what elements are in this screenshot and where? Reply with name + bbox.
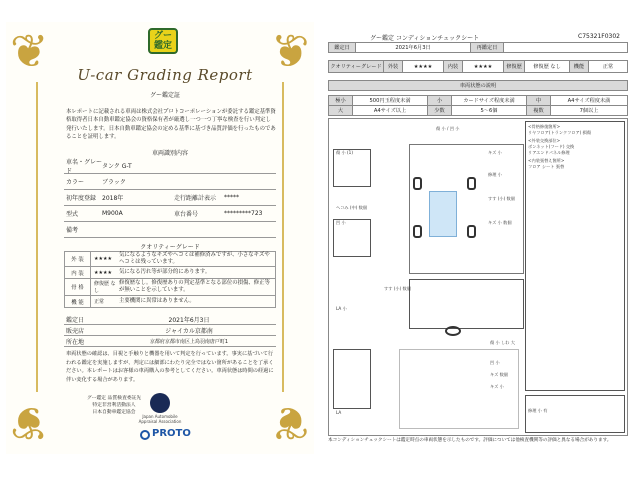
grade-desc: 主要機関に異常はありません。	[119, 298, 195, 304]
size-key: 大	[328, 105, 353, 116]
row-value: 2018年	[102, 195, 124, 202]
date-row	[64, 314, 276, 325]
size-value: 5〜6個	[451, 105, 527, 116]
exterior-value: ★★★★	[402, 60, 444, 73]
address-row	[64, 336, 276, 347]
row-value: M900A	[102, 210, 123, 217]
jaaa-label: Japan Automobile Appraisal Association	[138, 414, 182, 424]
row-value: ブラック	[102, 179, 126, 186]
row-key: 型式	[66, 211, 79, 218]
vehicle-row	[64, 190, 276, 206]
grade-desc: 気になるようなキズやヘコミは補修済みですが、小さなキズやヘコミは残っています。	[119, 252, 270, 265]
function-value: 正常	[588, 60, 628, 73]
goo-logo-text: グー 鑑定	[153, 31, 172, 51]
row-key: 車台番号	[174, 211, 199, 218]
steering-wheel-icon	[445, 326, 461, 336]
sheet-serial: C75321F0302	[578, 33, 620, 40]
damage-label: 傷 小 / 凹 小	[436, 126, 460, 131]
size-key: 小	[427, 95, 452, 106]
grading-certificate	[6, 22, 314, 454]
jaaa-logo	[150, 393, 170, 413]
row-key: 走行距離計表示	[174, 195, 217, 202]
certificate-intro: 本レポートに記載される車両は株式会社プロトコーポレーションが委託する鑑定基準資格取得者日本自動車鑑定協会の資格保有者が厳選し一つ一つ丁寧な検査を行い判定し発行いたします。日本自動車鑑定協会の定める基準に基づき品質評価を行ったものであることを証明します。	[66, 109, 276, 141]
row-value: *********723	[224, 210, 263, 217]
notes-interior-line: フロア シート 張替	[528, 164, 565, 169]
vehicle-row	[64, 174, 276, 190]
sheet-footer: 本コンディションチェックシートは鑑定時点の車両状態を示したものです。評価については他検査機関等の評価と異なる場合があります。	[328, 438, 612, 443]
damage-label: キズ 小 数個	[488, 220, 512, 225]
grade-row	[64, 295, 276, 308]
damage-label: キズ 数個	[490, 372, 508, 377]
damage-label: LA 小	[336, 306, 347, 311]
damage-label: ヘコみ (中) 数個	[336, 205, 368, 210]
wheel-rear-left	[413, 225, 422, 238]
notes-frame-heading: <骨格修復箇所>	[528, 124, 561, 129]
notes-frame-line: リヤフロア(トランクフロア) 損傷	[528, 130, 592, 135]
date-label: 鑑定日	[328, 42, 356, 53]
date-value: 2021年6月3日	[168, 316, 210, 324]
row-value: *****	[224, 194, 239, 201]
size-key: 複数	[526, 105, 551, 116]
grade-desc: 気になる汚れ等が部分的にあります。	[119, 269, 211, 275]
size-value: 500円玉程度未満	[352, 95, 428, 106]
border-left	[36, 82, 38, 392]
proto-logo-text: PROTO	[152, 428, 191, 439]
grade-section-title: クオリティーグレード	[140, 244, 200, 251]
repair-value: 修復歴 なし	[524, 60, 570, 73]
size-key: 中	[526, 95, 551, 106]
interior-view	[399, 349, 519, 429]
redate-value	[503, 42, 628, 53]
grade-score: ★★★★	[94, 256, 112, 262]
desc-title: 車両状態の説明	[328, 80, 628, 91]
damage-label: すす (小) 数個	[384, 286, 411, 291]
certificate-title: U-car Grading Report	[77, 66, 253, 84]
vehicle-row	[64, 206, 276, 222]
car-top-view	[409, 144, 524, 274]
border-right	[282, 82, 284, 392]
grade-key: 骨 格	[65, 279, 91, 295]
grade-score: 修復歴 なし	[94, 281, 116, 294]
flourish-bottom-left: ❦	[10, 396, 49, 450]
flourish-bottom-right: ❦	[271, 396, 310, 450]
vehicle-section-title: 車両識別内容	[151, 150, 188, 157]
damage-label: キズ 小	[490, 384, 504, 389]
grade-score: 正常	[94, 299, 105, 305]
damage-label: 修理 小 有	[528, 408, 548, 413]
wheel-front-right	[467, 177, 476, 190]
notes-interior-heading: <内装張替え箇所>	[528, 158, 565, 163]
row-key: 備考	[66, 227, 79, 234]
grade-key: 機 能	[65, 296, 91, 307]
issuer-text: グー鑑定 品質検査委託先 特定非営利活動法人 日本自動車鑑定協会	[86, 396, 142, 415]
redate-label: 再鑑定日	[470, 42, 504, 53]
row-key: 初年度登録	[66, 195, 97, 202]
damage-label: 凹 小	[490, 360, 500, 365]
interior-label: 内装	[443, 60, 463, 73]
function-label: 機能	[569, 60, 589, 73]
dashboard-view	[409, 279, 524, 329]
vehicle-row	[64, 222, 276, 238]
rear-left-panel	[333, 349, 371, 409]
wheel-front-left	[413, 177, 422, 190]
interior-value: ★★★★	[462, 60, 504, 73]
grade-key: 外 装	[65, 252, 91, 266]
flourish-top-right: ❦	[271, 24, 310, 78]
grade-row	[64, 251, 276, 267]
size-value: カードサイズ程度未満	[451, 95, 527, 106]
shop-label: 販売店	[66, 327, 85, 335]
damage-label: 凹 小	[336, 220, 346, 225]
certificate-note: 車両状態の確認は、目視と手触りと機器を用いて判定を行っています。事実に基づいて行われる鑑定を実施しますが、判定には細部にわたり完全ではない箇所があることを了承ください。本レポートはお客様の車両購入の参考としてください。車両状態は時間の経過に伴い変化する場合があります。	[66, 351, 274, 383]
address-label: 所在地	[66, 338, 85, 346]
row-key: 車名・グレード	[66, 158, 103, 175]
quality-grade-label: クオリティーグレード	[328, 60, 384, 73]
damage-label: キズ 小	[488, 150, 502, 155]
grade-key: 内 装	[65, 267, 91, 278]
repair-label: 修復歴	[503, 60, 525, 73]
notes-exterior-line: ボンネット(フード) 交換	[528, 144, 575, 149]
exterior-label: 外装	[383, 60, 403, 73]
shop-row	[64, 325, 276, 336]
vehicle-row	[64, 158, 276, 174]
damage-label: 傷 小 (1)	[336, 150, 353, 155]
row-key: カラー	[66, 179, 85, 186]
row-value: タンク G-T	[102, 163, 132, 170]
grade-desc: 修復歴なし。修復歴ありの判定基準となる部位の損傷、修正等が無いことを示しています。	[119, 280, 270, 293]
size-key: 少数	[427, 105, 452, 116]
damage-label: 修理 小	[488, 172, 502, 177]
wheel-rear-right	[467, 225, 476, 238]
shop-value: ジャイカル京都南	[165, 327, 213, 335]
size-value: A4サイズ以上	[352, 105, 428, 116]
grade-row	[64, 278, 276, 296]
notes-exterior-heading: <外装交換部位>	[528, 138, 561, 143]
flourish-top-left: ❦	[10, 24, 49, 78]
grade-score: ★★★★	[94, 269, 112, 276]
size-value: A4サイズ程度未満	[550, 95, 628, 106]
date-value: 2021年6月3日	[355, 42, 471, 53]
damage-label: LA	[336, 410, 342, 415]
notes-exterior-line: リアエンドパネル修理	[528, 150, 570, 155]
address-value: 京都府京都市南区上鳥羽南唐戸町1	[149, 338, 229, 345]
certificate-subtitle: グー鑑定証	[149, 92, 180, 99]
size-key: 極小	[328, 95, 353, 106]
size-value: 7個以上	[550, 105, 628, 116]
date-label: 鑑定日	[66, 316, 85, 324]
car-roof	[429, 191, 457, 237]
rear-panel	[525, 395, 625, 433]
damage-label: すす (小) 数個	[488, 196, 515, 201]
sheet-title: グー鑑定 コンディションチェックシート	[370, 35, 480, 42]
damage-label: 傷 小 しわ 大	[490, 340, 515, 345]
